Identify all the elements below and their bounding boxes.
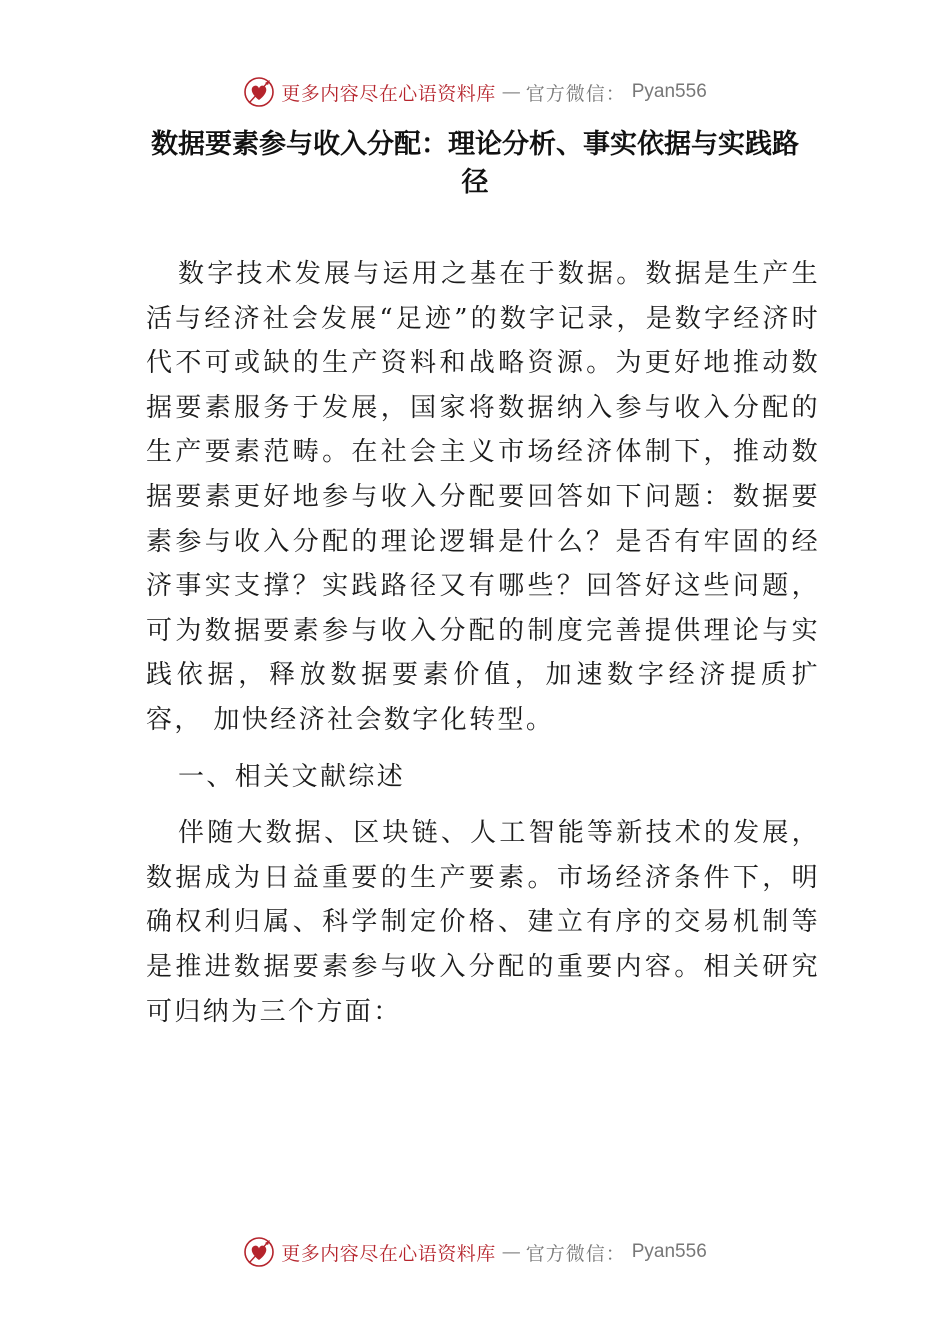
document-title: 数据要素参与收入分配：理论分析、事实依据与实践路径 <box>151 129 799 198</box>
body-paragraph: 伴随大数据、区块链、人工智能等新技术的发展，数据成为日益重要的生产要素。市场经济条件下，明确权利归属、科学制定价格、建立有序的交易机制等是推进数据要素参与收入分配的重要内容。相关研究可归纳为三个方面： <box>146 818 820 1027</box>
watermark-wechat-id: Pyan556 <box>631 1241 707 1262</box>
document-body <box>146 252 820 1046</box>
watermark-brand-text: 更多内容尽在心语资料库 <box>281 1242 496 1265</box>
body-paragraph: 数字技术发展与运用之基在于数据。数据是生产生活与经济社会发展“足迹”的数字记录，是数字经济时代不可或缺的生产资料和战略资源。为更好地推动数据要素服务于发展，国家将数据纳入参与收入分配的生产要素范畴。在社会主义市场经济体制下，推动数据要素更好地参与收入分配要回答如下问题：数据要素参与收入分配的理论逻辑是什么？是否有牢固的经济事实支撑？实践路径又有哪些？回答好这些问题， 可为数据要素参与收入分配的制度完善提供理论与实践依据，释放数据要素价值，加速数字经济提质扩容， 加快经济社会数字化转型。 <box>146 259 820 735</box>
watermark-footer <box>0 1232 950 1272</box>
watermark-header <box>0 72 950 112</box>
watermark-wechat-id: Pyan556 <box>631 81 707 102</box>
watermark-wechat-label: 官方微信： <box>525 82 626 105</box>
watermark-dash: — <box>501 1241 520 1263</box>
watermark-wechat-label: 官方微信： <box>525 1242 626 1265</box>
heart-feather-logo-icon <box>243 1236 275 1268</box>
watermark-dash: — <box>501 81 520 103</box>
watermark-brand-text: 更多内容尽在心语资料库 <box>281 82 496 105</box>
heart-feather-logo-icon <box>243 76 275 108</box>
section-heading: 一、相关文献综述 <box>178 761 406 792</box>
